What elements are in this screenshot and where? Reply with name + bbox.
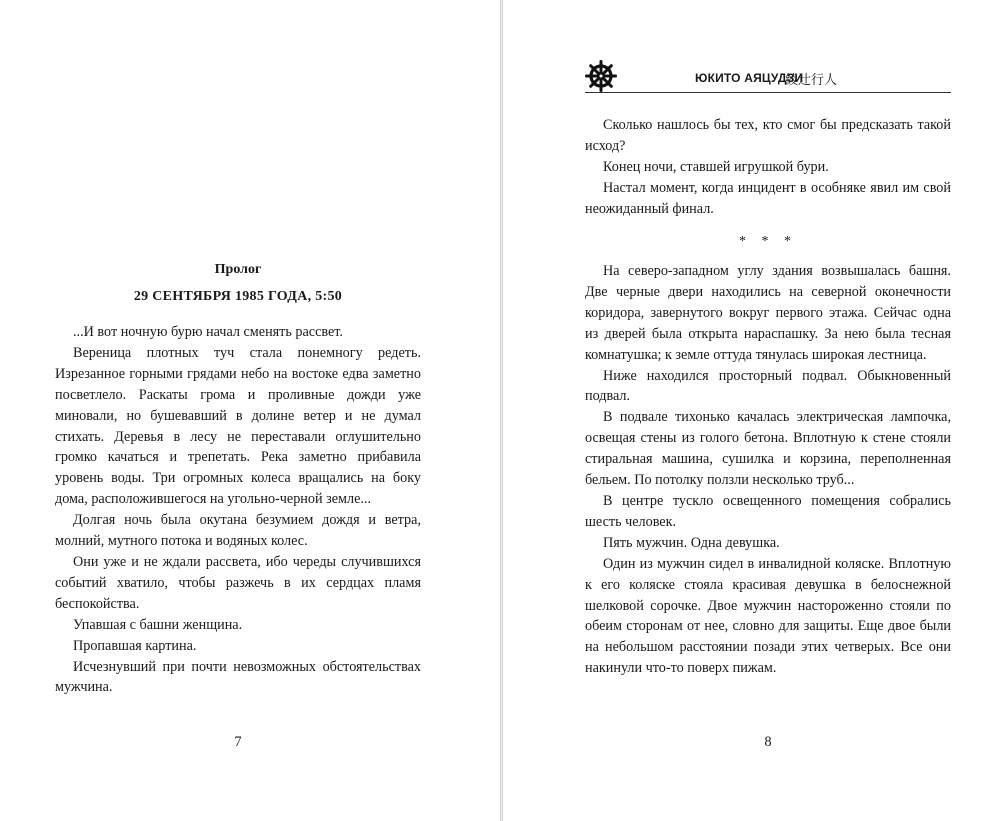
paragraph: Вереница плотных туч стала понемногу редеть. Изрезанное горными грядами небо на востоке едва заметно посветлело. Раскаты грома и проливные дожди уже миновали, но бушевавший в долине ветер и не думал стихать. Деревья в лесу не переставали оглушительно громко качаться и трепетать. Река заметно прибавила уровень воды. Три огромных колеса вращались на боку дома, расположившегося на угольно-черной земле... (55, 344, 421, 508)
paragraph: Они уже и не ждали рассвета, ибо череды случившихся событий хватило, чтобы разжечь в их сердцах пламя беспокойства. (55, 553, 421, 612)
paragraph: В центре тускло освещенного помещения собрались шесть человек. (585, 492, 951, 530)
page-number-left: 7 (234, 734, 242, 750)
left-page (0, 0, 501, 821)
ship-wheel-icon (585, 60, 617, 92)
paragraph: Упавшая с башни женщина. (73, 616, 243, 633)
paragraph: Исчезнувший при почти невозможных обстоятельствах мужчина. (55, 658, 421, 696)
paragraph: В подвале тихонько качалась электрическая лампочка, освещая стены из голого бетона. Вплотную к стене стояли стиральная машина, сушилка и корзина, переполненная бельем. По потолку ползли несколько труб... (585, 409, 951, 489)
page-number-right: 8 (764, 734, 772, 750)
paragraph: Настал момент, когда инцидент в особняке явил им свой неожиданный финал. (585, 179, 951, 217)
author-name-cjk: 綾辻行人 (785, 73, 838, 88)
paragraph: Пропавшая картина. (73, 637, 197, 654)
right-page (502, 0, 1008, 821)
section-break: * * * (739, 234, 797, 249)
chapter-title: Пролог (214, 262, 262, 277)
paragraph: Долгая ночь была окутана безумием дождя и ветра, молний, мутного потока и водяных колес. (55, 512, 421, 550)
paragraph: Один из мужчин сидел в инвалидной коляске. Вплотную к его коляске стояла красивая девушка в белоснежной шелковой сорочке. Двое мужчин настороженно стояли по обеим сторонам от нее, словно для защиты. Еще двое были на небольшом расстоянии позади этих четверых. Все они накинули что-то поверх пижам. (585, 555, 951, 677)
left-body-text (55, 322, 421, 698)
paragraph: Конец ночи, ставшей игрушкой бури. (603, 158, 829, 175)
right-body-text-top (585, 115, 951, 220)
author-name: ЮКИТО АЯЦУДЗИ (695, 71, 804, 85)
paragraph: На северо-западном углу здания возвышалась башня. Две черные двери находились на северной оконечности коридора, завернутого вокруг первого этажа. Сейчас одна из дверей была открыта нараспашку. За нею была тесная комнатушка; к земле оттуда тянулась широкая лестница. (585, 263, 951, 363)
running-head (585, 58, 951, 93)
paragraph: ...И вот ночную бурю начал сменять рассвет. (73, 324, 343, 340)
chapter-date: 29 СЕНТЯБРЯ 1985 ГОДА, 5:50 (133, 289, 343, 304)
paragraph: Сколько нашлось бы тех, кто смог бы предсказать такой исход? (585, 117, 951, 154)
paragraph: Ниже находился просторный подвал. Обыкновенный подвал. (585, 367, 951, 405)
paragraph: Пять мужчин. Одна девушка. (603, 534, 780, 551)
right-body-text-bottom (585, 261, 951, 679)
